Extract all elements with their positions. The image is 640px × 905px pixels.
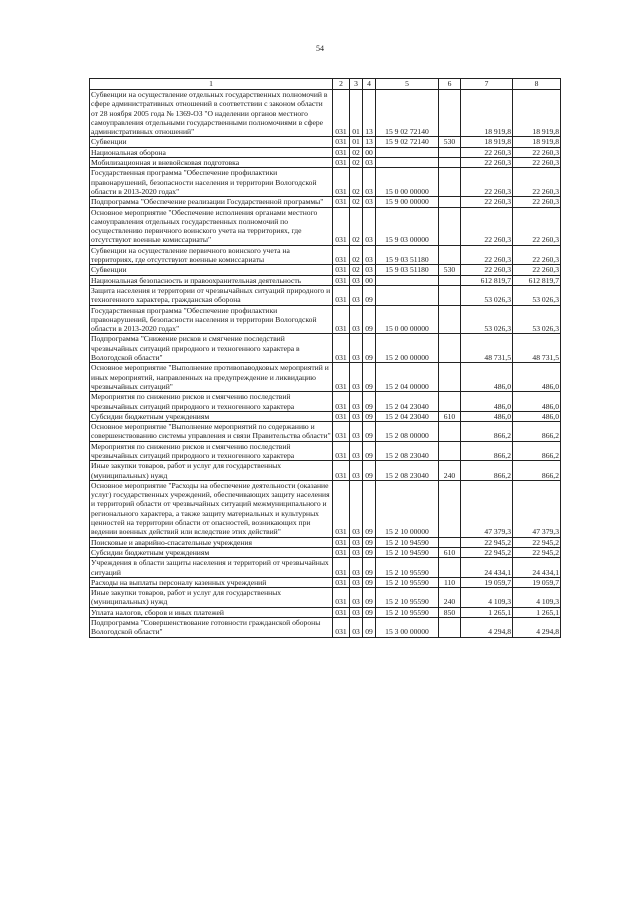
target-article-cell: 15 2 08 23040 [376, 441, 439, 461]
amount-year1-cell: 4 294,8 [461, 618, 513, 638]
table-row [90, 422, 561, 442]
ministry-code-cell: 031 [333, 461, 350, 481]
row-name-cell: Основное мероприятие "Выполнение мероприятий по содержанию и совершенствованию системы управления и связи Правительства области" [91, 422, 331, 441]
subsection-code-cell: 09 [363, 392, 376, 412]
table-row [90, 480, 561, 537]
section-code-cell: 02 [350, 245, 363, 265]
section-code-cell: 01 [350, 137, 363, 147]
row-name-cell: Иные закупки товаров, работ и услуг для государственных (муниципальных) нужд [90, 588, 333, 608]
subsection-code-cell: 09 [363, 441, 376, 461]
target-article-cell [376, 147, 439, 157]
table-row [90, 334, 561, 363]
subsection-code-cell: 09 [363, 480, 376, 537]
ministry-code-cell: 031 [333, 158, 350, 168]
table-row [90, 618, 561, 638]
amount-year2-cell: 4 109,3 [513, 588, 561, 608]
expense-type-cell [439, 147, 461, 157]
table-row [90, 588, 561, 608]
expense-type-cell [439, 197, 461, 207]
section-code-cell: 02 [350, 147, 363, 157]
amount-year1-cell: 22 945,2 [461, 547, 513, 557]
column-header: 4 [363, 79, 376, 90]
ministry-code-cell: 031 [333, 168, 350, 197]
amount-year2-cell: 486,0 [513, 392, 561, 412]
subsection-code-cell: 09 [363, 422, 376, 442]
target-article-cell [376, 285, 439, 305]
ministry-code-cell: 031 [333, 618, 350, 638]
table-row [90, 441, 561, 461]
table-row [90, 577, 561, 587]
expense-type-cell [439, 558, 461, 578]
section-code-cell: 03 [350, 547, 363, 557]
amount-year2-cell: 866,2 [513, 441, 561, 461]
amount-year1-cell: 18 919,8 [461, 90, 513, 137]
expense-type-cell [439, 392, 461, 412]
table-body [90, 90, 561, 638]
amount-year2-cell: 22 260,3 [513, 168, 561, 197]
row-name-cell: Основное мероприятие "Выполнение противопаводковых мероприятий и иных мероприятий, направленных на предупреждение и ликвидацию чрезвычайных ситуаций" [90, 363, 333, 392]
target-article-cell: 15 2 10 95590 [376, 588, 439, 608]
subsection-code-cell: 13 [363, 137, 376, 147]
section-code-cell: 02 [350, 158, 363, 168]
table-row [90, 285, 561, 305]
table-row [90, 245, 561, 265]
amount-year2-cell: 48 731,5 [513, 334, 561, 363]
expense-type-cell [439, 363, 461, 392]
target-article-cell: 15 2 10 95590 [376, 577, 439, 587]
ministry-code-cell: 031 [333, 480, 350, 537]
amount-year2-cell: 486,0 [513, 411, 561, 421]
subsection-code-cell: 09 [363, 411, 376, 421]
section-code-cell: 03 [350, 363, 363, 392]
subsection-code-cell: 03 [363, 197, 376, 207]
expense-type-cell [439, 422, 461, 442]
section-code-cell: 03 [350, 588, 363, 608]
target-article-cell: 15 9 00 00000 [376, 197, 439, 207]
amount-year2-cell: 866,2 [513, 422, 561, 442]
subsection-code-cell: 09 [363, 537, 376, 547]
expense-type-cell: 110 [439, 577, 461, 587]
row-name-cell: Основное мероприятие "Обеспечение исполнения органами местного самоуправления отдельных государственных полномочий по осуществлению первичного воинского учета на территориях, где отсутствуют военные комиссариаты" [90, 207, 333, 245]
subsection-code-cell: 09 [363, 305, 376, 334]
section-code-cell: 03 [350, 275, 363, 285]
expense-type-cell [439, 441, 461, 461]
subsection-code-cell: 09 [363, 588, 376, 608]
ministry-code-cell: 031 [333, 588, 350, 608]
header-row [90, 79, 561, 90]
amount-year1-cell: 1 265,1 [461, 607, 513, 617]
amount-year1-cell: 22 260,3 [461, 168, 513, 197]
target-article-cell: 15 2 10 94590 [376, 537, 439, 547]
section-code-cell: 02 [350, 207, 363, 245]
amount-year1-cell: 866,2 [461, 422, 513, 442]
target-article-cell: 15 2 08 23040 [376, 461, 439, 481]
expense-type-cell [439, 305, 461, 334]
row-name-cell: Иные закупки товаров, работ и услуг для государственных (муниципальных) нужд [90, 461, 333, 481]
subsection-code-cell: 03 [363, 168, 376, 197]
target-article-cell: 15 9 03 51180 [376, 265, 439, 275]
amount-year2-cell: 24 434,1 [513, 558, 561, 578]
subsection-code-cell: 00 [363, 147, 376, 157]
target-article-cell: 15 9 02 72140 [376, 90, 439, 137]
target-article-cell: 15 2 10 00000 [376, 480, 439, 537]
expense-type-cell: 240 [439, 461, 461, 481]
subsection-code-cell: 09 [363, 363, 376, 392]
target-article-cell: 15 9 03 00000 [376, 207, 439, 245]
ministry-code-cell: 031 [333, 411, 350, 421]
section-code-cell: 03 [350, 441, 363, 461]
ministry-code-cell: 031 [333, 334, 350, 363]
table-row [90, 607, 561, 617]
subsection-code-cell: 03 [363, 158, 376, 168]
amount-year1-cell: 486,0 [461, 392, 513, 412]
section-code-cell: 03 [350, 305, 363, 334]
ministry-code-cell: 031 [333, 265, 350, 275]
row-name-cell: Мероприятия по снижению рисков и смягчению последствий чрезвычайных ситуаций природного и техногенного характера [90, 392, 333, 412]
table-row [90, 158, 561, 168]
amount-year1-cell: 53 026,3 [461, 305, 513, 334]
amount-year1-cell: 22 945,2 [461, 537, 513, 547]
expense-type-cell [439, 537, 461, 547]
ministry-code-cell: 031 [333, 607, 350, 617]
subsection-code-cell: 09 [363, 547, 376, 557]
amount-year1-cell: 612 819,7 [461, 275, 513, 285]
table-row [90, 363, 561, 392]
expense-type-cell [439, 168, 461, 197]
row-name-cell: Национальная оборона [90, 147, 333, 157]
target-article-cell: 15 3 00 00000 [376, 618, 439, 638]
target-article-cell: 15 0 00 00000 [376, 305, 439, 334]
expense-type-cell: 850 [439, 607, 461, 617]
section-code-cell: 03 [350, 577, 363, 587]
amount-year1-cell: 48 731,5 [461, 334, 513, 363]
expense-type-cell [439, 275, 461, 285]
section-code-cell: 02 [350, 197, 363, 207]
target-article-cell: 15 0 00 00000 [376, 168, 439, 197]
expense-type-cell: 610 [439, 411, 461, 421]
target-article-cell: 15 2 10 94590 [376, 547, 439, 557]
expense-type-cell: 610 [439, 547, 461, 557]
amount-year1-cell: 22 260,3 [461, 147, 513, 157]
subsection-code-cell: 03 [363, 207, 376, 245]
expense-type-cell [439, 334, 461, 363]
amount-year1-cell: 486,0 [461, 411, 513, 421]
section-code-cell: 01 [350, 90, 363, 137]
subsection-code-cell: 09 [363, 461, 376, 481]
ministry-code-cell: 031 [333, 441, 350, 461]
row-name-cell: Национальная безопасность и правоохранительная деятельность [90, 275, 333, 285]
row-name-cell: Субсидии бюджетным учреждениям [90, 547, 333, 557]
section-code-cell: 03 [350, 537, 363, 547]
ministry-code-cell: 031 [333, 197, 350, 207]
table-row [90, 547, 561, 557]
target-article-cell: 15 9 02 72140 [376, 137, 439, 147]
amount-year2-cell: 4 294,8 [513, 618, 561, 638]
ministry-code-cell: 031 [333, 275, 350, 285]
amount-year1-cell: 47 379,3 [461, 480, 513, 537]
target-article-cell: 15 2 00 00000 [376, 334, 439, 363]
section-code-cell: 03 [350, 558, 363, 578]
ministry-code-cell: 031 [333, 90, 350, 137]
target-article-cell: 15 2 08 00000 [376, 422, 439, 442]
row-name-cell: Мероприятия по снижению рисков и смягчению последствий чрезвычайных ситуаций природного и техногенного характера [90, 441, 333, 461]
section-code-cell: 02 [350, 265, 363, 275]
expense-type-cell [439, 245, 461, 265]
row-name-cell: Уплата налогов, сборов и иных платежей [90, 607, 333, 617]
subsection-code-cell: 03 [363, 245, 376, 265]
row-name-cell: Государственная программа "Обеспечение профилактики правонарушений, безопасности населения и территории Вологодской области в 2013-2020 годах" [90, 168, 333, 197]
row-name-cell: Поисковые и аварийно-спасательные учреждения [90, 537, 333, 547]
row-name-cell: Защита населения и территории от чрезвычайных ситуаций природного и техногенного характера, гражданская оборона [90, 285, 333, 305]
amount-year1-cell: 22 260,3 [461, 265, 513, 275]
table-row [90, 411, 561, 421]
subsection-code-cell: 09 [363, 618, 376, 638]
section-code-cell: 03 [350, 422, 363, 442]
ministry-code-cell: 031 [333, 147, 350, 157]
amount-year1-cell: 18 919,8 [461, 137, 513, 147]
expense-type-cell: 530 [439, 137, 461, 147]
table-row [90, 305, 561, 334]
ministry-code-cell: 031 [333, 245, 350, 265]
expense-type-cell: 240 [439, 588, 461, 608]
ministry-code-cell: 031 [333, 547, 350, 557]
amount-year2-cell: 22 260,3 [513, 265, 561, 275]
amount-year1-cell: 22 260,3 [461, 158, 513, 168]
amount-year2-cell: 22 945,2 [513, 537, 561, 547]
section-code-cell: 03 [350, 607, 363, 617]
section-code-cell: 03 [350, 618, 363, 638]
section-code-cell: 03 [350, 411, 363, 421]
ministry-code-cell: 031 [333, 537, 350, 547]
expense-type-cell [439, 158, 461, 168]
row-name-cell: Субсидии бюджетным учреждениям [90, 411, 333, 421]
amount-year1-cell: 486,0 [461, 363, 513, 392]
amount-year2-cell: 22 260,3 [513, 147, 561, 157]
column-header: 5 [376, 79, 439, 90]
expense-type-cell [439, 618, 461, 638]
row-name-cell: Субвенции на осуществление отдельных государственных полномочий в сфере административных отношений в соответствии с законом области от 28 ноября 2005 года № 1369-ОЗ "О наделении органов местного самоуправления отдельными государственными полномочиями в сфере административных отношений" [90, 90, 333, 137]
table-row [90, 137, 561, 147]
expense-type-cell [439, 480, 461, 537]
subsection-code-cell: 03 [363, 265, 376, 275]
ministry-code-cell: 031 [333, 558, 350, 578]
table-row [90, 90, 561, 137]
amount-year2-cell: 866,2 [513, 461, 561, 481]
amount-year2-cell: 22 260,3 [513, 158, 561, 168]
amount-year2-cell: 22 260,3 [513, 207, 561, 245]
target-article-cell: 15 2 10 95590 [376, 607, 439, 617]
amount-year1-cell: 53 026,3 [461, 285, 513, 305]
amount-year2-cell: 1 265,1 [513, 607, 561, 617]
table-row [90, 265, 561, 275]
amount-year1-cell: 866,2 [461, 461, 513, 481]
amount-year1-cell: 22 260,3 [461, 197, 513, 207]
column-header: 8 [513, 79, 561, 90]
amount-year1-cell: 866,2 [461, 441, 513, 461]
target-article-cell [376, 275, 439, 285]
section-code-cell: 03 [350, 480, 363, 537]
ministry-code-cell: 031 [333, 363, 350, 392]
row-name-cell: Подпрограмма "Обеспечение реализации Государственной программы" [90, 197, 333, 207]
amount-year2-cell: 18 919,8 [513, 90, 561, 137]
subsection-code-cell: 09 [363, 558, 376, 578]
table-row [90, 392, 561, 412]
row-name-cell: Подпрограмма "Совершенствование готовности гражданской обороны Вологодской области" [90, 618, 333, 638]
row-name-cell: Государственная программа "Обеспечение профилактики правонарушений, безопасности населения и территории Вологодской области в 2013-2020 годах" [90, 305, 333, 334]
row-name-cell: Учреждения в области защиты населения и территорий от чрезвычайных ситуаций [90, 558, 333, 578]
section-code-cell: 03 [350, 461, 363, 481]
ministry-code-cell: 031 [333, 577, 350, 587]
amount-year2-cell: 22 260,3 [513, 197, 561, 207]
column-header: 3 [350, 79, 363, 90]
row-name-cell: Мобилизационная и вневойсковая подготовка [90, 158, 333, 168]
row-name-cell: Расходы на выплаты персоналу казенных учреждений [90, 577, 333, 587]
row-name-cell: Подпрограмма "Снижение рисков и смягчение последствий чрезвычайных ситуаций природного и техногенного характера в Вологодской области" [90, 334, 333, 363]
table-row [90, 558, 561, 578]
section-code-cell: 02 [350, 168, 363, 197]
ministry-code-cell: 031 [333, 207, 350, 245]
row-name-cell: Субвенции на осуществление первичного воинского учета на территориях, где отсутствуют военные комиссариаты [90, 245, 333, 265]
ministry-code-cell: 031 [333, 392, 350, 412]
subsection-code-cell: 13 [363, 90, 376, 137]
table-row [90, 275, 561, 285]
amount-year2-cell: 486,0 [513, 363, 561, 392]
column-header: 1 [90, 79, 333, 90]
subsection-code-cell: 09 [363, 334, 376, 363]
ministry-code-cell: 031 [333, 137, 350, 147]
target-article-cell: 15 2 04 00000 [376, 363, 439, 392]
column-header: 7 [461, 79, 513, 90]
ministry-code-cell: 031 [333, 285, 350, 305]
column-header: 6 [439, 79, 461, 90]
table-row [90, 168, 561, 197]
expense-type-cell [439, 285, 461, 305]
row-name-cell: Субвенции [90, 137, 333, 147]
expense-type-cell [439, 207, 461, 245]
row-name-cell: Основное мероприятие "Расходы на обеспечение деятельности (оказание услуг) государственных учреждений, обеспечивающих защиту населения и территорий области от чрезвычайных ситуаций межмуниципального и регионального характера, а также защиту материальных и культурных ценностей на территории области от опасностей, возникающих при ведении военных действий или вследствие этих действий" [90, 480, 333, 537]
target-article-cell: 15 2 04 23040 [376, 411, 439, 421]
amount-year2-cell: 22 945,2 [513, 547, 561, 557]
section-code-cell: 03 [350, 285, 363, 305]
page-number: 54 [316, 44, 324, 53]
column-header: 2 [333, 79, 350, 90]
subsection-code-cell: 00 [363, 275, 376, 285]
target-article-cell: 15 2 04 23040 [376, 392, 439, 412]
target-article-cell: 15 9 03 51180 [376, 245, 439, 265]
budget-table [89, 78, 561, 638]
amount-year1-cell: 4 109,3 [461, 588, 513, 608]
amount-year2-cell: 612 819,7 [513, 275, 561, 285]
subsection-code-cell: 09 [363, 285, 376, 305]
expense-type-cell: 530 [439, 265, 461, 275]
table-row [90, 207, 561, 245]
amount-year2-cell: 53 026,3 [513, 285, 561, 305]
subsection-code-cell: 09 [363, 607, 376, 617]
amount-year1-cell: 24 434,1 [461, 558, 513, 578]
ministry-code-cell: 031 [333, 422, 350, 442]
subsection-code-cell: 09 [363, 577, 376, 587]
amount-year1-cell: 19 059,7 [461, 577, 513, 587]
table-row [90, 537, 561, 547]
ministry-code-cell: 031 [333, 305, 350, 334]
row-name-cell: Субвенции [90, 265, 333, 275]
section-code-cell: 03 [350, 392, 363, 412]
table-row [90, 197, 561, 207]
expense-type-cell [439, 90, 461, 137]
table-row [90, 461, 561, 481]
section-code-cell: 03 [350, 334, 363, 363]
amount-year2-cell: 47 379,3 [513, 480, 561, 537]
amount-year2-cell: 19 059,7 [513, 577, 561, 587]
amount-year1-cell: 22 260,3 [461, 207, 513, 245]
amount-year2-cell: 18 919,8 [513, 137, 561, 147]
target-article-cell: 15 2 10 95590 [376, 558, 439, 578]
amount-year2-cell: 22 260,3 [513, 245, 561, 265]
amount-year2-cell: 53 026,3 [513, 305, 561, 334]
amount-year1-cell: 22 260,3 [461, 245, 513, 265]
target-article-cell [376, 158, 439, 168]
table-row [90, 147, 561, 157]
